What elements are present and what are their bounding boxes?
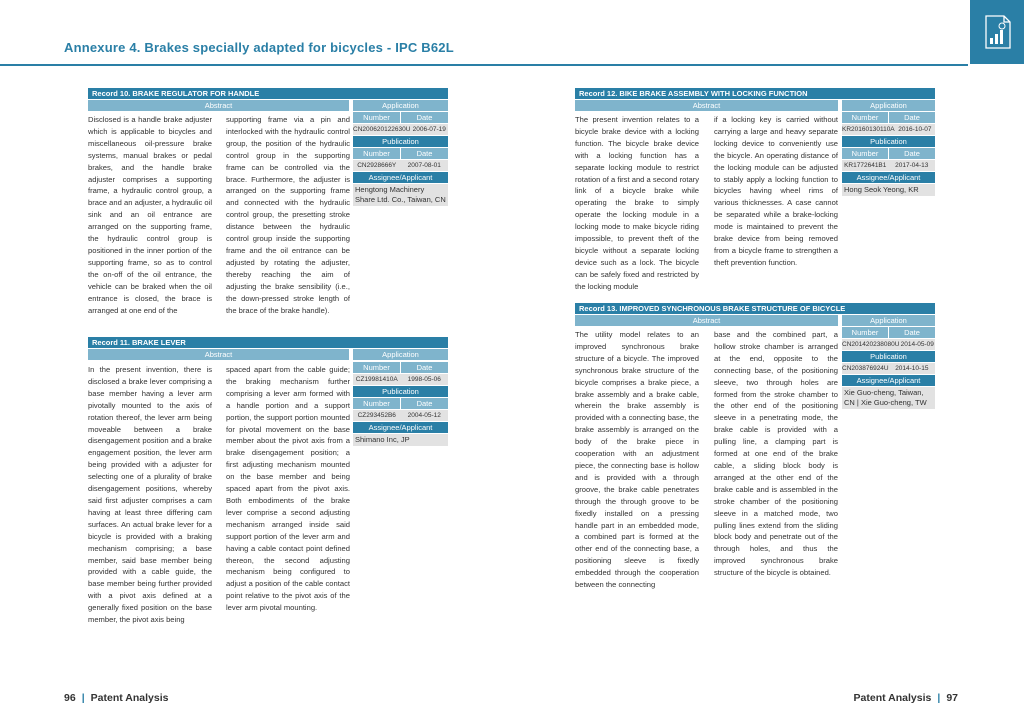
abstract-header: Abstract [575,100,838,111]
application-header: Application [353,100,448,111]
date-label: Date [401,148,448,159]
assignee-value: Xie Guo-cheng, Taiwan, CN | Xie Guo-cheng, TW [842,387,935,409]
abstract-col-2: spaced apart from the cable guide; the braking mechanism further comprising a lever arm formed with a handle portion and a support portion, the support portion mounted for pivotal movement on the base member about the pivot axis from a brake disengagement position; a first adjusting mechanism mounted on the base member and being spaced apart from the pivot axis. Both embodiments of the brake lever comprise a second adjusting mechanism arranged inside said support portion of the lever arm and having a cable contact point defined thereon, the second adjusting mechanism being configured to adjust a position of the cable contact point relative to the pivot axis of the lever arm pivotal mounting. [226,365,350,613]
application-number: KR20160130110A [842,126,895,133]
publication-date: 2017-04-13 [895,162,929,169]
record-title: Record 13. IMPROVED SYNCHRONOUS BRAKE STRUCTURE OF BICYCLE [575,303,935,314]
assignee-header: Assignee/Applicant [842,172,935,183]
application-date: 2016-10-07 [898,126,932,133]
application-header: Application [842,100,935,111]
application-number: CN201420238080U [842,341,900,348]
assignee-header: Assignee/Applicant [353,172,448,183]
footer-left [64,692,168,704]
publication-number: CN203876924U [842,365,889,372]
publication-date: 2014-10-15 [895,365,929,372]
assignee-header: Assignee/Applicant [842,375,935,386]
abstract-col-1: Disclosed is a handle brake adjuster which is applicable to bicycles and miscellaneous oil-pressure brake systems, manual brakes or pedal brakes, and the handle brake adjuster comprises a supporting frame, a hydraulic control group, a brace and an adjuster, a hydraulic oil sink and an oil entrance are arranged on the supporting frame, the hydraulic control group is positioned in the inner portion of the supporting frame, so as to control the on-off of the oil entrance, the vehicle can be braked when the oil entrance is closed, the brace is arranged at one end of the [88,115,212,315]
date-label: Date [889,112,935,123]
abstract-col-2: if a locking key is carried without carrying a large and heavy separate locking device to conveniently use the bicycle. An operating distance of the locking module can be adjusted to stably apply a locking function to bicycles having wheel rims of various thicknesses. A case cannot be separated while a brake-locking mode is maintained to prevent the brake device from being removed from a bicycle frame to strengthen a theft prevention function. [714,115,838,267]
application-table [842,111,935,196]
application-number: CN200620122630U [353,126,411,133]
footer-label-right: Patent Analysis [853,692,932,704]
date-label: Date [401,362,448,373]
record-10 [88,88,448,315]
abstract-header: Abstract [88,349,349,360]
application-header: Application [353,349,448,360]
date-label: Date [401,112,448,123]
report-chart-icon [980,14,1014,50]
date-label: Date [889,148,935,159]
page-number-left: 96 [64,692,76,704]
application-table [353,111,448,206]
date-label: Date [401,398,448,409]
assignee-value: Shimano Inc, JP [353,434,448,446]
application-table [842,326,935,409]
abstract-header: Abstract [88,100,349,111]
number-label: Number [353,148,400,159]
date-label: Date [889,327,935,338]
application-date: 2006-07-19 [412,126,446,133]
abstract-col-1: In the present invention, there is disclosed a brake lever comprising a base member having a lever arm pivotally mounted to the axis of rotation thereof, the lever arm being moveable between a brake disengagement position and a brake engagement position, the lever arm being provided with a adjuster for selecting one of a plurality of brake disengagement positions, whereby said first adjuster comprises a cam having at least three differing cam surfaces. An actual brake lever for a bicycle is provided with a braking mechanism comprising; a base member, said base member being provided with a cable guide, the base member being further provided with a pivot axis defined at a generally fixed position on the base member, the pivot axis being [88,365,212,625]
application-date: 2014-05-09 [900,341,934,348]
number-label: Number [353,112,400,123]
publication-header: Publication [842,351,935,362]
publication-number: CN2928666Y [357,162,397,169]
abstract-col-1: The present invention relates to a bicycle brake device with a locking function. The bicycle brake device with a locking function has a separate locking module to restrict rotation of a first and a second rotary link of a bicycle brake while operating the brake to simply operate the locking module in a locking mode to make bicycle riding impossible, to prevent theft of the bicycle without a separate locking device such as a lock. The bicycle can be safely fixed and restricted by the locking module [575,115,699,291]
application-header: Application [842,315,935,326]
number-label: Number [353,398,400,409]
record-title: Record 11. BRAKE LEVER [88,337,448,348]
assignee-value: Hong Seok Yeong, KR [842,184,935,196]
footer-label-left: Patent Analysis [90,692,169,704]
publication-date: 2004-05-12 [407,412,441,419]
footer-separator: | [81,692,85,704]
application-number: CZ19981410A [355,376,398,383]
assignee-header: Assignee/Applicant [353,422,448,433]
publication-number: CZ293452B6 [357,412,396,419]
header-rule [0,64,968,66]
publication-header: Publication [842,136,935,147]
record-12 [575,88,935,291]
footer-separator: | [937,692,941,704]
number-label: Number [842,327,888,338]
number-label: Number [842,112,888,123]
abstract-col-2: base and the combined part, a hollow stroke chamber is arranged at the end, opposite to the connecting base, of the positioning sleeve, two through holes are formed from the stroke chamber to the other end of the positioning sleeve in a penetrating mode, the brake cable is provided with a pulling line, a clamping part is formed at one end of the brake cable, a sliding block body is arranged at the other end of the brake cable and is assembled in the stroke chamber of the positioning sleeve in a matched mode, two pulling lines extend from the sliding block body and penetrate out of the through holes, and thus the improved synchronous brake structure of the bicycle is obtained. [714,330,838,578]
publication-header: Publication [353,136,448,147]
application-table [353,361,448,446]
number-label: Number [842,148,888,159]
abstract-header: Abstract [575,315,838,326]
assignee-value: Hengtong Machinery Share Ltd. Co., Taiwan, CN [353,184,448,206]
abstract-col-2: supporting frame via a pin and interlocked with the hydraulic control group, the position of the hydraulic control group in the supporting frame can be controlled via the brace. Furthermore, the adjuster is arranged on the supporting frame and connected with the hydraulic control group, the presetting stroke distance between the hydraulic control group inside the supporting frame and the oil entrance can be adjusted by rotating the adjuster, thereby reaching the aim of adjusting the brake sensibility (i.e., the down-pressed stroke length of the brace of the brake handle). [226,115,350,315]
annex-title: Annexure 4. Brakes specially adapted for bicycles - IPC B62L [64,40,454,55]
publication-header: Publication [353,386,448,397]
publication-number: KR1772641B1 [844,162,887,169]
page-number-right: 97 [946,692,958,704]
footer-right [854,692,958,704]
record-title: Record 12. BIKE BRAKE ASSEMBLY WITH LOCKING FUNCTION [575,88,935,99]
number-label: Number [353,362,400,373]
corner-logo-box [970,0,1024,64]
record-11 [88,337,448,625]
publication-date: 2007-08-01 [407,162,441,169]
abstract-col-1: The utility model relates to an improved synchronous brake structure of a bicycle. The improved synchronous brake structure of the bicycle comprises a brake piece, a brake assembly and a brake cable, wherein the brake assembly is provided with a connecting base, the brake assembly is arranged on the body of the brake piece in cooperation with an adjustment piece, the connecting base is hollow and is provided with a through groove, the brake cable penetrates through the through groove to be fixedly installed on a pressing handle part in an embedded mode, a combined part is formed at the other end of the connecting base, a positioning sleeve is fixedly embedded through the cooperation between the connecting [575,330,699,590]
application-date: 1998-05-06 [407,376,441,383]
record-13 [575,303,935,590]
record-title: Record 10. BRAKE REGULATOR FOR HANDLE [88,88,448,99]
